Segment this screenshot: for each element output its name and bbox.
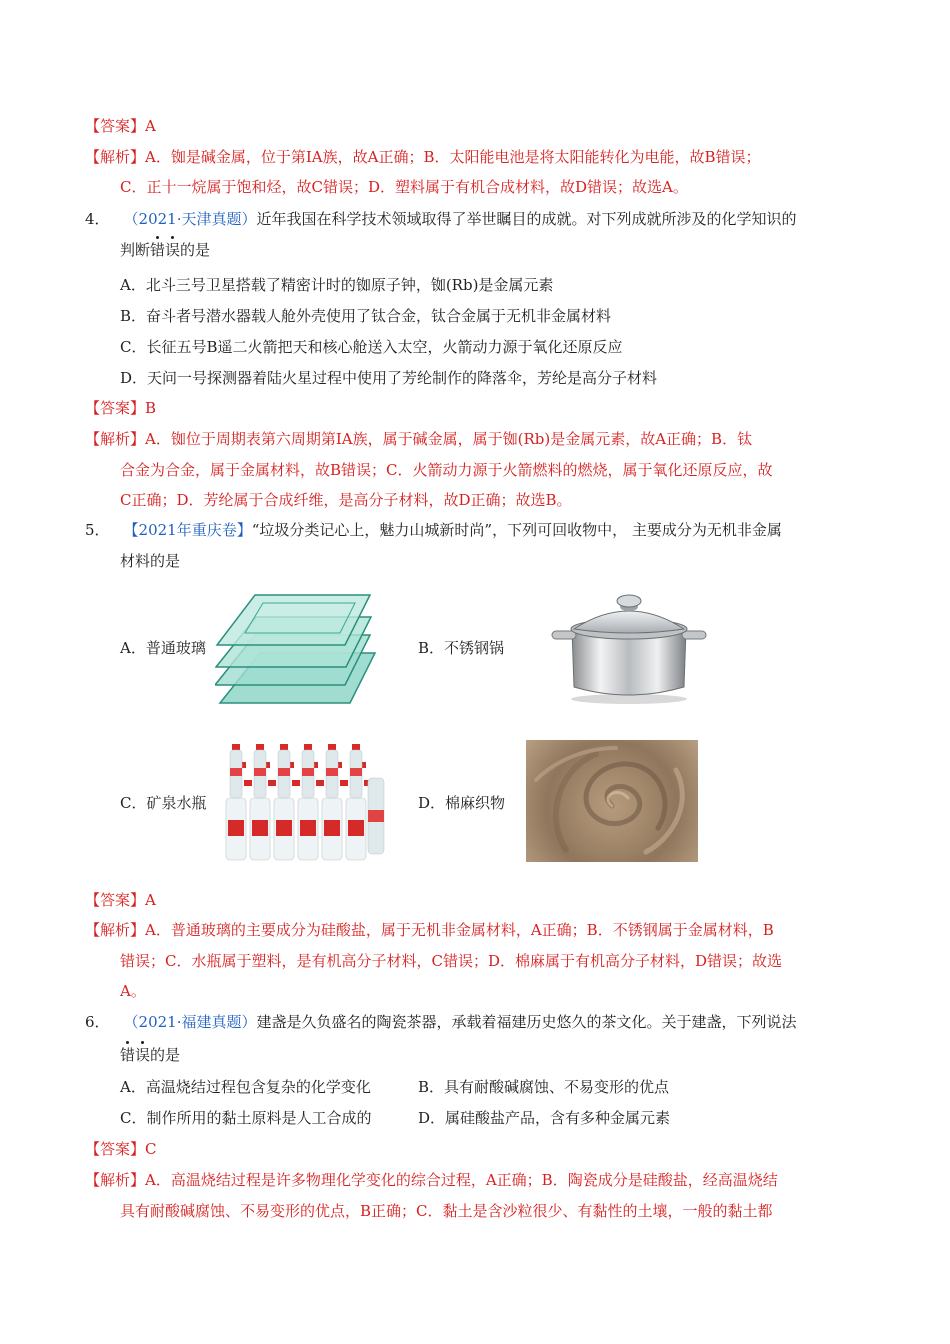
water-bottles-image: [222, 738, 390, 862]
emphasis-char: 误: [135, 1046, 151, 1064]
q4-analysis-line-3: C正确；D．芳纶属于合成纤维，是高分子材料，故D正确；故选B。: [120, 491, 572, 509]
q4-option-a: A．北斗三号卫星搭载了精密计时的铷原子钟，铷(Rb)是金属元素: [120, 276, 554, 294]
q4-option-b: B．奋斗者号潜水器载人舱外壳使用了钛合金，钛合金属于无机非金属材料: [120, 307, 612, 325]
answer-value: A: [145, 891, 156, 909]
q6-option-c: C．制作所用的黏土原料是人工合成的: [120, 1109, 372, 1127]
q5-answer: [85, 890, 156, 910]
prev-analysis-line-2: C．正十一烷属于饱和烃，故C错误；D．塑料属于有机合成材料，故D错误；故选A。: [120, 178, 688, 196]
emphasis-char: 错: [150, 241, 166, 259]
q4-stem-line-1: 4． （2021·天津真题）近年我国在科学技术领域取得了举世瞩目的成就。对下列成就所涉及的化学知识的: [85, 210, 797, 228]
answer-tag: 【答案】: [85, 1140, 146, 1158]
question-number: 6．: [85, 1013, 110, 1031]
prev-analysis-line-1: 【解析】A．铷是碱金属，位于第ⅠA族，故A正确；B．太阳能电池是将太阳能转化为电能，故B错误；: [85, 148, 761, 166]
question-source: 【2021年重庆卷】: [123, 521, 252, 539]
q5-option-b-label: B．不锈钢锅: [418, 639, 505, 657]
q6-analysis-line-2: 具有耐酸碱腐蚀、不易变形的优点，B正确；C．黏土是含沙粒很少、有黏性的土壤，一般的黏土都: [120, 1202, 773, 1220]
emphasis-char: 误: [165, 241, 181, 259]
q5-analysis-line-3: A。: [120, 982, 146, 1000]
question-source: （2021·天津真题）: [123, 210, 257, 228]
q6-answer: [85, 1139, 157, 1159]
q5-analysis-line-1: 【解析】A．普通玻璃的主要成分为硅酸盐，属于无机非金属材料，A正确；B．不锈钢属于金属材料，B: [85, 921, 774, 939]
q5-stem-line-2: 材料的是: [120, 552, 181, 570]
q4-stem-line-2: 判断错误的是: [120, 241, 211, 259]
q6-option-d: D．属硅酸盐产品，含有多种金属元素: [418, 1109, 671, 1127]
q6-option-b: B．具有耐酸碱腐蚀、不易变形的优点: [418, 1078, 670, 1096]
question-number: 4．: [85, 210, 110, 228]
q6-stem-line-2: 错误的是: [120, 1046, 181, 1064]
q5-option-d-label: D．棉麻织物: [418, 794, 506, 812]
q5-option-c-label: C．矿泉水瓶: [120, 794, 207, 812]
question-number: 5．: [85, 521, 110, 539]
q4-option-c: C．长征五号B遥二火箭把天和核心舱送入太空，火箭动力源于氧化还原反应: [120, 338, 623, 356]
answer-tag: 【答案】: [85, 399, 146, 417]
answer-value: C: [145, 1140, 157, 1158]
q6-analysis-line-1: 【解析】A．高温烧结过程是许多物理化学变化的综合过程，A正确；B．陶瓷成分是硅酸盐，经高温烧结: [85, 1171, 778, 1189]
q4-option-d: D．天问一号探测器着陆火星过程中使用了芳纶制作的降落伞，芳纶是高分子材料: [120, 369, 658, 387]
answer-tag: 【答案】: [85, 117, 146, 135]
analysis-tag: 【解析】: [85, 1171, 146, 1189]
answer-value: B: [145, 399, 157, 417]
analysis-tag: 【解析】: [85, 921, 146, 939]
cotton-linen-fabric-image: [526, 740, 698, 862]
q4-analysis-line-2: 合金为合金，属于金属材料，故B错误；C．火箭动力源于火箭燃料的燃烧，属于氧化还原反应，故: [120, 461, 773, 479]
emphasis-char: 错: [120, 1046, 136, 1064]
answer-value: A: [145, 117, 156, 135]
q5-option-a-label: A．普通玻璃: [120, 639, 206, 657]
prev-answer: [85, 116, 156, 136]
q6-option-a: A．高温烧结过程包含复杂的化学变化: [120, 1078, 371, 1096]
q4-analysis-line-1: 【解析】A．铷位于周期表第六周期第ⅠA族，属于碱金属，属于铷(Rb)是金属元素，故A正确；B．钛: [85, 430, 753, 448]
q6-stem-line-1: 6． （2021·福建真题）建盏是久负盛名的陶瓷茶器，承载着福建历史悠久的茶文化。关于建盏，下列说法: [85, 1013, 797, 1031]
analysis-tag: 【解析】: [85, 430, 146, 448]
glass-sheets-image: [215, 585, 380, 705]
q4-answer: [85, 398, 156, 418]
question-source: （2021·福建真题）: [123, 1013, 257, 1031]
q5-analysis-line-2: 错误；C．水瓶属于塑料，是有机高分子材料，C错误；D．棉麻属于有机高分子材料，D错误；故选: [120, 952, 783, 970]
stainless-pot-image: [548, 585, 710, 705]
q5-stem-line-1: 5． 【2021年重庆卷】“垃圾分类记心上，魅力山城新时尚”，下列可回收物中， 主要成分为无机非金属: [85, 521, 782, 539]
answer-tag: 【答案】: [85, 891, 146, 909]
analysis-tag: 【解析】: [85, 148, 146, 166]
